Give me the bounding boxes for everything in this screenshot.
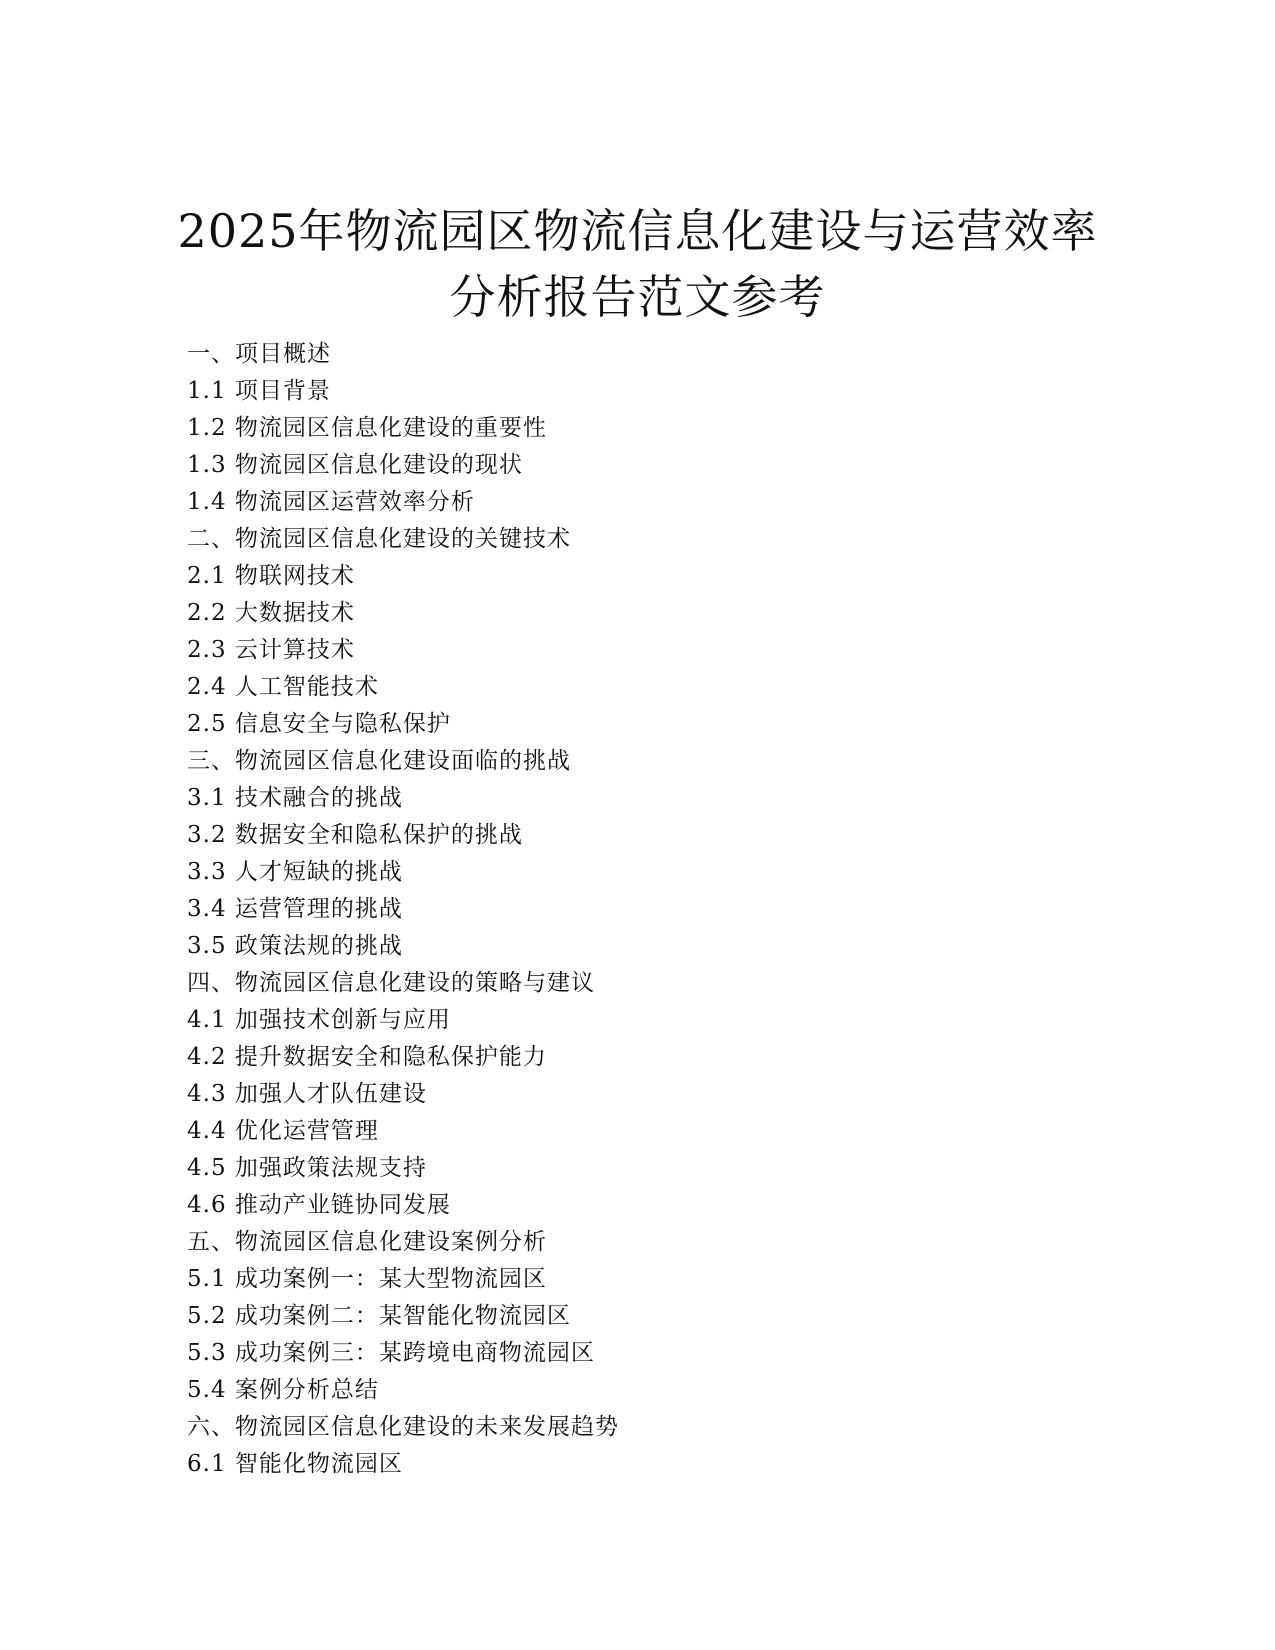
table-of-contents — [187, 336, 619, 1483]
toc-item: 4.4 优化运营管理 — [187, 1118, 379, 1144]
toc-item: 2.2 大数据技术 — [187, 600, 355, 626]
toc-item: 6.1 智能化物流园区 — [187, 1451, 403, 1477]
toc-item: 1.4 物流园区运营效率分析 — [187, 489, 475, 515]
toc-item: 1.2 物流园区信息化建设的重要性 — [187, 415, 547, 441]
title-line-1: 2025年物流园区物流信息化建设与运营效率 — [177, 204, 1098, 258]
toc-item: 2.5 信息安全与隐私保护 — [187, 711, 451, 737]
toc-item: 1.3 物流园区信息化建设的现状 — [187, 452, 523, 478]
toc-item: 3.4 运营管理的挑战 — [187, 896, 403, 922]
toc-item: 3.3 人才短缺的挑战 — [187, 859, 403, 885]
toc-item: 1.1 项目背景 — [187, 378, 331, 404]
toc-item: 4.3 加强人才队伍建设 — [187, 1081, 427, 1107]
toc-item: 3.2 数据安全和隐私保护的挑战 — [187, 822, 523, 848]
toc-item: 2.1 物联网技术 — [187, 563, 355, 589]
toc-item: 5.4 案例分析总结 — [187, 1377, 379, 1403]
toc-item: 2.3 云计算技术 — [187, 637, 355, 663]
toc-item: 5.3 成功案例三：某跨境电商物流园区 — [187, 1340, 595, 1366]
toc-section-4: 四、物流园区信息化建设的策略与建议 — [187, 970, 595, 996]
toc-section-3: 三、物流园区信息化建设面临的挑战 — [187, 748, 571, 774]
toc-item: 5.2 成功案例二：某智能化物流园区 — [187, 1303, 571, 1329]
document-title — [0, 198, 1275, 330]
toc-item: 4.2 提升数据安全和隐私保护能力 — [187, 1044, 547, 1070]
toc-item: 4.5 加强政策法规支持 — [187, 1155, 427, 1181]
toc-item: 5.1 成功案例一：某大型物流园区 — [187, 1266, 547, 1292]
toc-item: 2.4 人工智能技术 — [187, 674, 379, 700]
toc-section-1: 一、项目概述 — [187, 341, 331, 367]
toc-item: 3.1 技术融合的挑战 — [187, 785, 403, 811]
title-line-2: 分析报告范文参考 — [449, 270, 826, 324]
toc-section-2: 二、物流园区信息化建设的关键技术 — [187, 526, 571, 552]
toc-item: 4.1 加强技术创新与应用 — [187, 1007, 451, 1033]
toc-item: 3.5 政策法规的挑战 — [187, 933, 403, 959]
toc-item: 4.6 推动产业链协同发展 — [187, 1192, 451, 1218]
toc-section-5: 五、物流园区信息化建设案例分析 — [187, 1229, 547, 1255]
toc-section-6: 六、物流园区信息化建设的未来发展趋势 — [187, 1414, 619, 1440]
